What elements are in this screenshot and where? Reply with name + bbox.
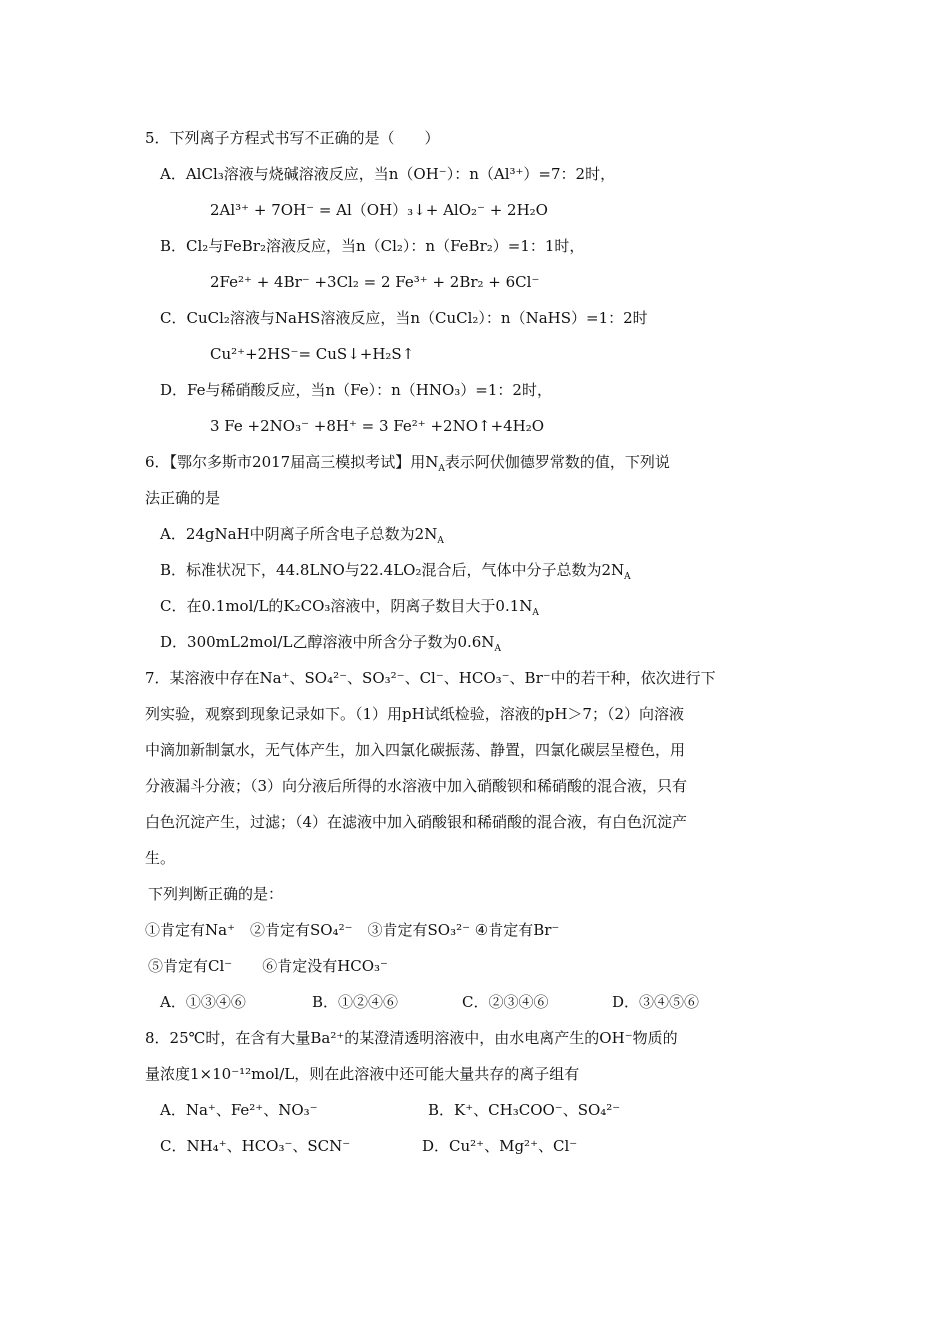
q7-option-c: C．②③④⑥ — [462, 993, 549, 1011]
q7-statements-line1: ①肯定有Na⁺ ②肯定有SO₄²⁻ ③肯定有SO₃²⁻ ④肯定有Br⁻ — [145, 921, 560, 939]
q7-option-a: A．①③④⑥ — [160, 993, 246, 1011]
q8-option-b: B．K⁺、CH₃COO⁻、SO₄²⁻ — [428, 1101, 621, 1119]
q6-option-c: C．在0.1mol/L的K₂CO₃溶液中，阴离子数目大于$0.1N_A$ — [160, 597, 539, 618]
q8-option-a: A．Na⁺、Fe²⁺、NO₃⁻ — [160, 1101, 318, 1119]
q5-option-d: D．Fe与稀硝酸反应，当n（Fe）：n（HNO₃）=1：2时， — [160, 381, 552, 399]
q8-option-c: C．NH₄⁺、HCO₃⁻、SCN⁻ — [160, 1137, 351, 1155]
q6-option-d: D．300mL2mol/L乙醇溶液中所含分子数为$0.6N_A$ — [160, 633, 501, 654]
q8-stem-line1: 8．25℃时，在含有大量Ba²⁺的某澄清透明溶液中，由水电离产生的OH⁻物质的 — [145, 1029, 678, 1047]
q7-judgement-prompt: 下列判断正确的是： — [148, 885, 284, 903]
q7-stem-line6: 生。 — [145, 849, 176, 867]
q6-stem-line2: 法正确的是 — [145, 489, 221, 507]
q5-option-c: C．CuCl₂溶液与NaHS溶液反应，当n（CuCl₂）：n（NaHS）=1：2时 — [160, 309, 648, 327]
q5-option-d-equation: 3 Fe +2NO₃⁻ +8H⁺ = 3 Fe²⁺ +2NO↑+4H₂O — [210, 417, 545, 435]
q5-option-a: A．AlCl₃溶液与烧碱溶液反应，当n（OH⁻）：n（Al³⁺）=7：2时， — [160, 165, 616, 183]
q6-option-a: A．24gNaH中阴离子所含电子总数为$2N_A$ — [160, 525, 444, 546]
q7-option-d: D．③④⑤⑥ — [612, 993, 700, 1011]
q6-option-b: B．标准状况下，44.8LNO与22.4LO₂混合后，气体中分子总数为$2N_A$ — [160, 561, 631, 582]
q7-stem-line1: 7．某溶液中存在Na⁺、SO₄²⁻、SO₃²⁻、Cl⁻、HCO₃⁻、Br⁻中的若干种，依次进行下 — [145, 669, 716, 687]
q7-stem-line2: 列实验，观察到现象记录如下。（1）用pH试纸检验，溶液的pH＞7；（2）向溶液 — [145, 705, 685, 723]
q5-option-c-equation: Cu²⁺+2HS⁻= CuS↓+H₂S↑ — [210, 345, 415, 363]
q5-option-b: B．Cl₂与FeBr₂溶液反应，当n（Cl₂）：n（FeBr₂）=1：1时， — [160, 237, 585, 255]
q7-stem-line5: 白色沉淀产生，过滤；（4）在滤液中加入硝酸银和稀硝酸的混合液，有白色沉淀产 — [145, 813, 688, 831]
q7-option-b: B．①②④⑥ — [312, 993, 399, 1011]
q5-stem: 5．下列离子方程式书写不正确的是（ ） — [145, 129, 440, 147]
q7-stem-line3: 中滴加新制氯水，无气体产生，加入四氯化碳振荡、静置，四氯化碳层呈橙色，用 — [145, 741, 686, 759]
q8-option-d: D．Cu²⁺、Mg²⁺、Cl⁻ — [422, 1137, 578, 1155]
q7-stem-line4: 分液漏斗分液；（3）向分液后所得的水溶液中加入硝酸钡和稀硝酸的混合液，只有 — [145, 777, 688, 795]
q8-stem-line2: 量浓度1×10⁻¹²mol/L，则在此溶液中还可能大量共存的离子组有 — [145, 1065, 580, 1083]
q6-stem-line1: 6．【鄂尔多斯市2017届高三模拟考试】用$N_A$表示阿伏伽德罗常数的值，下列说 — [145, 453, 670, 474]
q5-option-a-equation: 2Al³⁺ + 7OH⁻ = Al（OH）₃↓+ AlO₂⁻ + 2H₂O — [210, 201, 548, 219]
q5-option-b-equation: 2Fe²⁺ + 4Br⁻ +3Cl₂ = 2 Fe³⁺ + 2Br₂ + 6Cl⁻ — [210, 273, 540, 291]
q7-statements-line2: ⑤肯定有Cl⁻ ⑥肯定没有HCO₃⁻ — [148, 957, 388, 975]
